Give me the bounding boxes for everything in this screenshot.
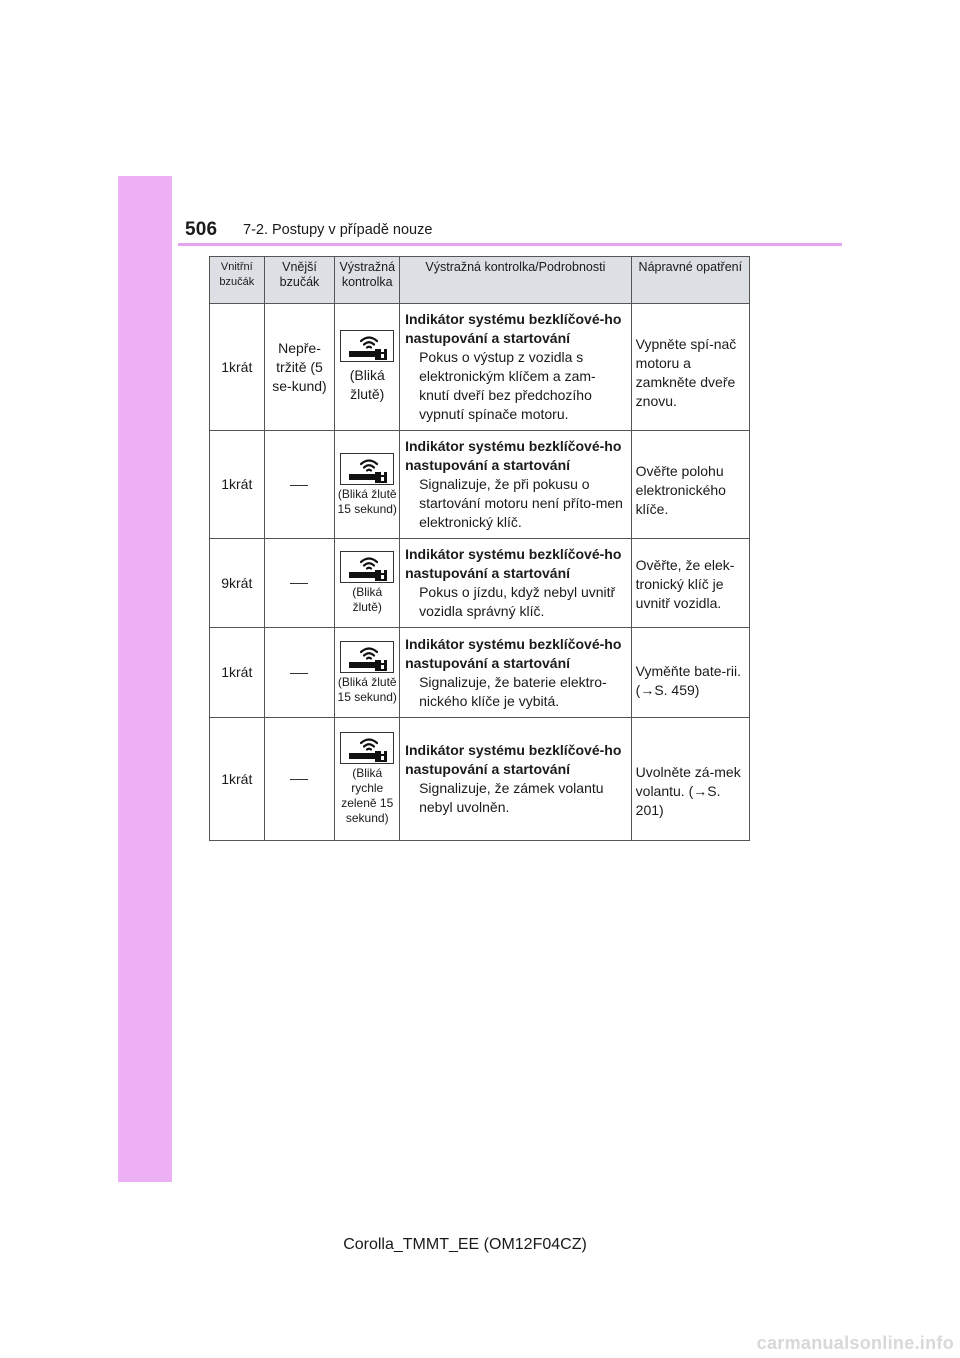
remedy-cell: Vypněte spí-nač motoru a zamkněte dveře znovu.	[631, 304, 749, 431]
smart-key-indicator-icon	[340, 732, 394, 764]
detail-cell	[400, 304, 632, 431]
outer-buzzer-cell	[264, 628, 335, 718]
column-header-warning-light: Výstražná kontrolka	[335, 257, 400, 304]
column-header-remedy: Nápravné opatření	[631, 257, 749, 304]
inner-buzzer-cell: 1krát	[210, 718, 265, 841]
detail-text: Signalizuje, že při pokusu o startování motoru není příto-men elektronický klíč.	[419, 476, 623, 530]
warning-light-cell	[335, 431, 400, 539]
warning-light-note: (Bliká rychle zeleně 15 sekund)	[341, 766, 394, 825]
page-number: 506	[185, 219, 218, 240]
remedy-cell: Ověřte, že elek-tronický klíč je uvnitř vozidla.	[631, 539, 749, 628]
detail-title: Indikátor systému bezklíčové-ho nastupování a startování	[405, 438, 622, 473]
warning-light-cell	[335, 718, 400, 841]
detail-title: Indikátor systému bezklíčové-ho nastupování a startování	[405, 311, 622, 346]
outer-buzzer-cell	[264, 718, 335, 841]
detail-title: Indikátor systému bezklíčové-ho nastupování a startování	[405, 635, 622, 671]
detail-text: Pokus o výstup z vozidla s elektronickým klíčem a zam-knutí dveří bez předchozího vypnutí spínače motoru.	[419, 349, 596, 422]
smart-key-indicator-icon	[340, 330, 394, 362]
inner-buzzer-cell: 1krát	[210, 628, 265, 718]
table-row	[210, 304, 750, 431]
column-header-details: Výstražná kontrolka/Podrobnosti	[400, 257, 632, 304]
detail-text: Signalizuje, že zámek volantu nebyl uvolněn.	[419, 780, 604, 815]
inner-buzzer-cell: 1krát	[210, 431, 265, 539]
table-header-row	[210, 257, 750, 304]
warning-light-note: (Bliká žlutě)	[349, 367, 385, 402]
warning-light-cell	[335, 539, 400, 628]
detail-title: Indikátor systému bezklíčové-ho nastupování a startování	[405, 546, 622, 581]
detail-cell	[400, 718, 632, 841]
warning-light-note: (Bliká žlutě)	[352, 585, 383, 614]
warning-light-cell	[335, 304, 400, 431]
detail-cell	[400, 539, 632, 628]
column-header-inner-buzzer: Vnitřní bzučák	[210, 257, 265, 304]
header-divider	[178, 243, 842, 246]
remedy-cell: Uvolněte zá-mek volantu. (→S. 201)	[631, 718, 749, 841]
remedy-cell: Ověřte polohu elektronického klíče.	[631, 431, 749, 539]
watermark: carmanualsonline.info	[756, 1333, 954, 1353]
outer-buzzer-cell	[264, 539, 335, 628]
smart-key-indicator-icon	[340, 551, 394, 583]
warning-light-note: (Bliká žlutě 15 sekund)	[337, 674, 397, 704]
chapter-side-tab	[118, 176, 172, 1182]
warning-light-note: (Bliká žlutě 15 sekund)	[337, 486, 397, 516]
detail-text: Signalizuje, že baterie elektro-nického klíče je vybitá.	[419, 673, 607, 709]
smart-key-indicator-icon	[340, 641, 394, 673]
detail-title: Indikátor systému bezklíčové-ho nastupování a startování	[405, 742, 622, 777]
section-title: 7-2. Postupy v případě nouze	[243, 222, 433, 238]
no-buzzer-dash	[290, 779, 308, 780]
inner-buzzer-cell: 1krát	[210, 304, 265, 431]
warning-buzzer-table	[209, 256, 750, 841]
table-row	[210, 628, 750, 718]
outer-buzzer-cell: Nepře-tržitě (5 se-kund)	[264, 304, 335, 431]
detail-text: Pokus o jízdu, když nebyl uvnitř vozidla správný klíč.	[419, 584, 616, 619]
no-buzzer-dash	[290, 673, 308, 674]
outer-buzzer-cell	[264, 431, 335, 539]
table-row	[210, 431, 750, 539]
detail-cell	[400, 431, 632, 539]
footer-model-code: Corolla_TMMT_EE (OM12F04CZ)	[343, 1236, 587, 1253]
warning-light-cell	[335, 628, 400, 718]
detail-cell	[400, 628, 632, 718]
no-buzzer-dash	[290, 583, 308, 584]
inner-buzzer-cell: 9krát	[210, 539, 265, 628]
table-row	[210, 539, 750, 628]
smart-key-indicator-icon	[340, 453, 394, 485]
column-header-outer-buzzer: Vnější bzučák	[264, 257, 335, 304]
table-row	[210, 718, 750, 841]
no-buzzer-dash	[290, 485, 308, 486]
remedy-cell: Vyměňte bate-rii. (→S. 459)	[631, 628, 749, 718]
